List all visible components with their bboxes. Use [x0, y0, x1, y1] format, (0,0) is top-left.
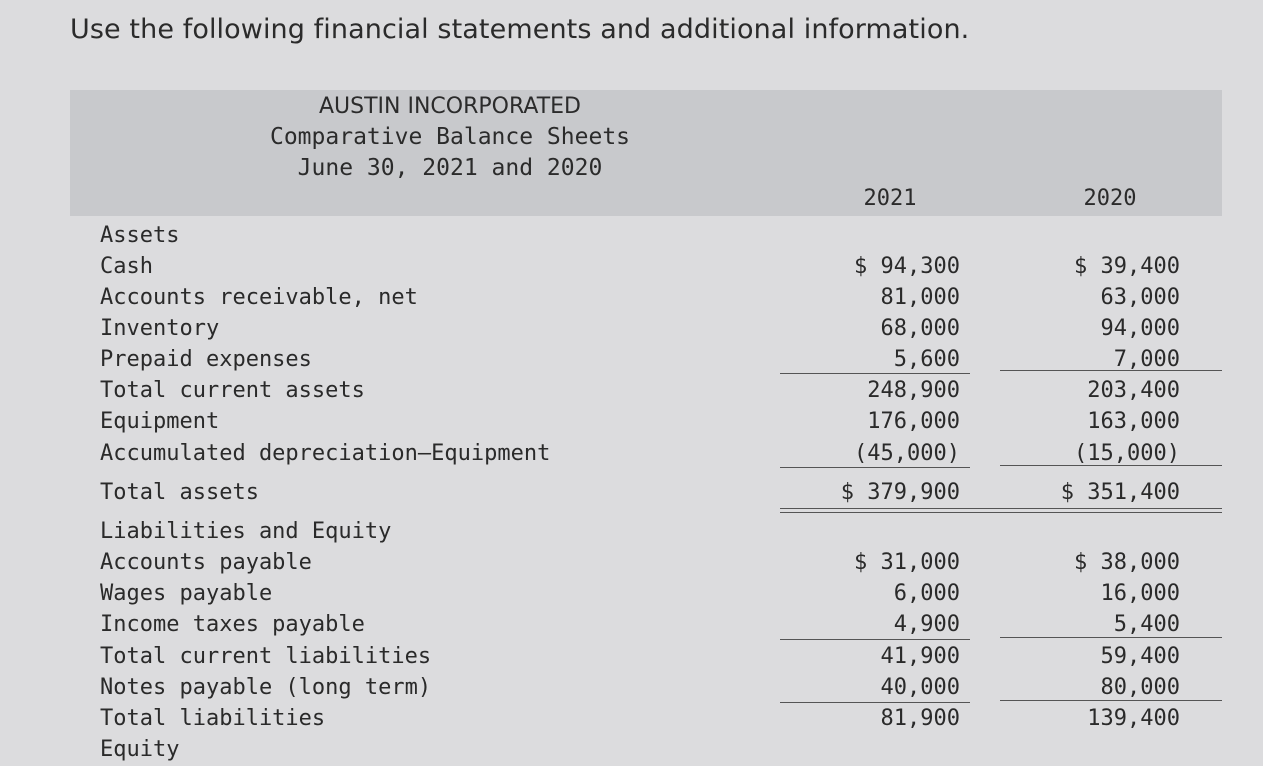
table-row [0, 734, 1263, 766]
value-2021: 68,000 [880, 316, 960, 341]
subtotal-rule [780, 373, 970, 374]
table-row [0, 406, 1263, 438]
row-label: Total current liabilities [100, 644, 432, 669]
value-2021: 81,900 [880, 706, 960, 731]
value-2021: 5,600 [893, 347, 960, 372]
value-2020: (15,000) [1074, 441, 1180, 466]
table-row [0, 547, 1263, 579]
row-label: Income taxes payable [100, 612, 365, 637]
value-2021: 40,000 [880, 675, 960, 700]
value-2020: 16,000 [1100, 581, 1180, 606]
subtotal-rule [1000, 370, 1222, 371]
row-label: Assets [100, 223, 180, 248]
table-row [0, 313, 1263, 345]
company-name: AUSTIN INCORPORATED [318, 94, 581, 119]
value-2020: $ 38,000 [1074, 550, 1180, 575]
subtotal-rule [780, 467, 970, 468]
column-header-2021: 2021 [863, 186, 917, 211]
value-2020: $ 39,400 [1074, 254, 1180, 279]
value-2021: $ 31,000 [854, 550, 960, 575]
table-row [0, 578, 1263, 610]
subtotal-rule [1000, 637, 1222, 638]
statement-header [70, 90, 1222, 216]
table-row [0, 516, 1263, 548]
value-2021: 248,900 [867, 378, 960, 403]
value-2021: 41,900 [880, 644, 960, 669]
value-2020: 7,000 [1113, 347, 1180, 372]
subtotal-rule [780, 639, 970, 640]
column-header-2020: 2020 [1083, 186, 1137, 211]
total-double-rule [780, 508, 1222, 513]
value-2021: $ 379,900 [840, 480, 960, 505]
row-label: Equipment [100, 409, 220, 434]
value-2020: 94,000 [1100, 316, 1180, 341]
value-2021: 6,000 [893, 581, 960, 606]
table-row [0, 375, 1263, 407]
row-label: Total liabilities [100, 706, 326, 731]
row-label: Cash [100, 254, 153, 279]
row-label: Accounts receivable, net [100, 285, 418, 310]
row-label: Wages payable [100, 581, 273, 606]
value-2020: 163,000 [1087, 409, 1180, 434]
row-label: Accounts payable [100, 550, 312, 575]
value-2021: $ 94,300 [854, 254, 960, 279]
row-label: Total current assets [100, 378, 365, 403]
value-2021: 176,000 [867, 409, 960, 434]
statement-title: Comparative Balance Sheets [269, 124, 631, 150]
value-2021: 81,000 [880, 285, 960, 310]
value-2020: 80,000 [1100, 675, 1180, 700]
value-2020: 203,400 [1087, 378, 1180, 403]
subtotal-rule [1000, 700, 1222, 701]
value-2020: $ 351,400 [1060, 480, 1180, 505]
value-2020: 139,400 [1087, 706, 1180, 731]
value-2021: 4,900 [893, 612, 960, 637]
row-label: Accumulated depreciation—Equipment [100, 441, 551, 466]
table-row [0, 477, 1263, 509]
table-row [0, 282, 1263, 314]
table-row [0, 220, 1263, 252]
table-row [0, 251, 1263, 283]
row-label: Inventory [100, 316, 220, 341]
value-2020: 59,400 [1100, 644, 1180, 669]
row-label: Liabilities and Equity [100, 519, 392, 544]
value-2020: 5,400 [1113, 612, 1180, 637]
table-row [0, 641, 1263, 673]
row-label: Prepaid expenses [100, 347, 312, 372]
table-row [0, 703, 1263, 735]
row-label: Notes payable (long term) [100, 675, 432, 700]
table-row [0, 344, 1263, 376]
row-label: Equity [100, 737, 180, 762]
value-2021: (45,000) [854, 441, 960, 466]
statement-date: June 30, 2021 and 2020 [297, 155, 603, 181]
row-label: Total assets [100, 480, 259, 505]
subtotal-rule [1000, 465, 1222, 466]
intro-text: Use the following financial statements and additional information. [70, 14, 970, 45]
value-2020: 63,000 [1100, 285, 1180, 310]
